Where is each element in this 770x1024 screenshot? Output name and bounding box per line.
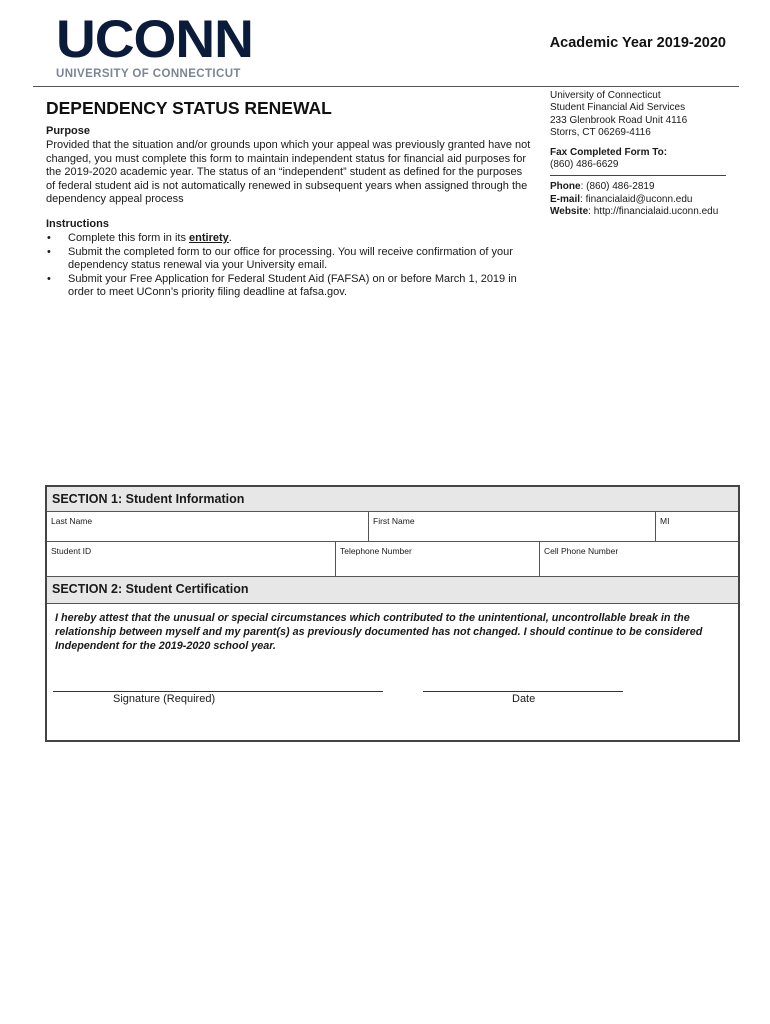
contact-line: University of Connecticut <box>550 90 661 101</box>
header-divider <box>33 86 739 87</box>
section2-title: SECTION 2: Student Certification <box>52 582 249 596</box>
instruction-item <box>46 232 526 246</box>
phone-label: Phone <box>550 181 581 193</box>
instructions-list <box>46 232 526 300</box>
cell-phone-field[interactable] <box>540 542 738 576</box>
contact-line: Student Financial Aid Services <box>550 102 686 114</box>
logo-subtitle: UNIVERSITY OF CONNECTICUT <box>56 68 241 80</box>
telephone-label: Telephone Number <box>340 546 412 556</box>
academic-year: Academic Year 2019-2020 <box>549 35 726 51</box>
contact-block <box>550 90 740 219</box>
instruction-emphasis: entirety <box>189 232 229 244</box>
name-row <box>47 512 738 542</box>
uconn-logo <box>56 10 256 80</box>
last-name-field[interactable] <box>47 512 369 541</box>
first-name-label: First Name <box>373 516 415 526</box>
signature-label: Signature (Required) <box>113 693 216 705</box>
last-name-label: Last Name <box>51 516 93 526</box>
contact-line: 233 Glenbrook Road Unit 4116 <box>550 114 688 126</box>
mi-label: MI <box>660 516 670 526</box>
contact-line: Storrs, CT 06269-4116 <box>550 127 651 139</box>
purpose-heading: Purpose <box>46 125 91 137</box>
first-name-field[interactable] <box>369 512 656 541</box>
telephone-field[interactable] <box>336 542 540 576</box>
website-value[interactable]: : http://financialaid.uconn.edu <box>588 206 719 218</box>
certification-text: I hereby attest that the unusual or special circumstances which contributed to the unintentional, uncontrollable break in the relationship between myself and my parent(s) as previously documented has not changed. I should continue to be considered Independent for the 2019-2020 school year. <box>55 612 703 652</box>
date-label: Date <box>512 693 536 705</box>
student-form <box>45 485 740 742</box>
mi-field[interactable] <box>656 512 738 541</box>
date-line[interactable] <box>423 691 623 692</box>
instructions-heading: Instructions <box>46 218 109 230</box>
page-title: DEPENDENCY STATUS RENEWAL <box>46 98 332 118</box>
phone-value: : (860) 486-2819 <box>580 181 655 193</box>
section1-header <box>47 487 738 512</box>
contact-divider <box>550 175 726 176</box>
student-id-label: Student ID <box>51 546 92 556</box>
id-row <box>47 542 738 577</box>
fax-label: Fax Completed Form To: <box>550 146 668 158</box>
logo-wordmark: UCONN <box>56 10 253 69</box>
email-value[interactable]: : financialaid@uconn.edu <box>580 193 693 205</box>
instruction-text-end: . <box>228 232 232 244</box>
section2-header <box>47 577 738 604</box>
instruction-item: • Submit the completed form to our office for processing. You will receive confirmation of your dependency status renewal via your University email. <box>46 246 526 273</box>
instruction-text: Complete this form in its <box>68 232 190 244</box>
purpose-text: Provided that the situation and/or grounds upon which your appeal was previously granted have not changed, you must complete this form to maintain independent status for financial aid purposes for the 2019-2020 academic year. The status of an “independent” student as defined for the purposes of federal student aid is not automatically renewed in subsequent years when assigned through the dependency appeal process <box>46 139 531 206</box>
fax-number: (860) 486-6629 <box>550 159 619 171</box>
section1-title: SECTION 1: Student Information <box>52 492 245 506</box>
website-label: Website <box>550 206 589 218</box>
cell-phone-label: Cell Phone Number <box>544 546 619 556</box>
email-label: E-mail <box>550 193 581 205</box>
signature-line[interactable] <box>53 691 383 692</box>
email-line[interactable] <box>550 194 740 206</box>
instruction-item: • Submit your Free Application for Federal Student Aid (FAFSA) on or before March 1, 2019 in order to meet UConn’s priority filing deadline at fafsa.gov. <box>46 273 526 300</box>
phone-line <box>550 181 740 193</box>
website-line[interactable] <box>550 206 740 218</box>
student-id-field[interactable] <box>47 542 336 576</box>
